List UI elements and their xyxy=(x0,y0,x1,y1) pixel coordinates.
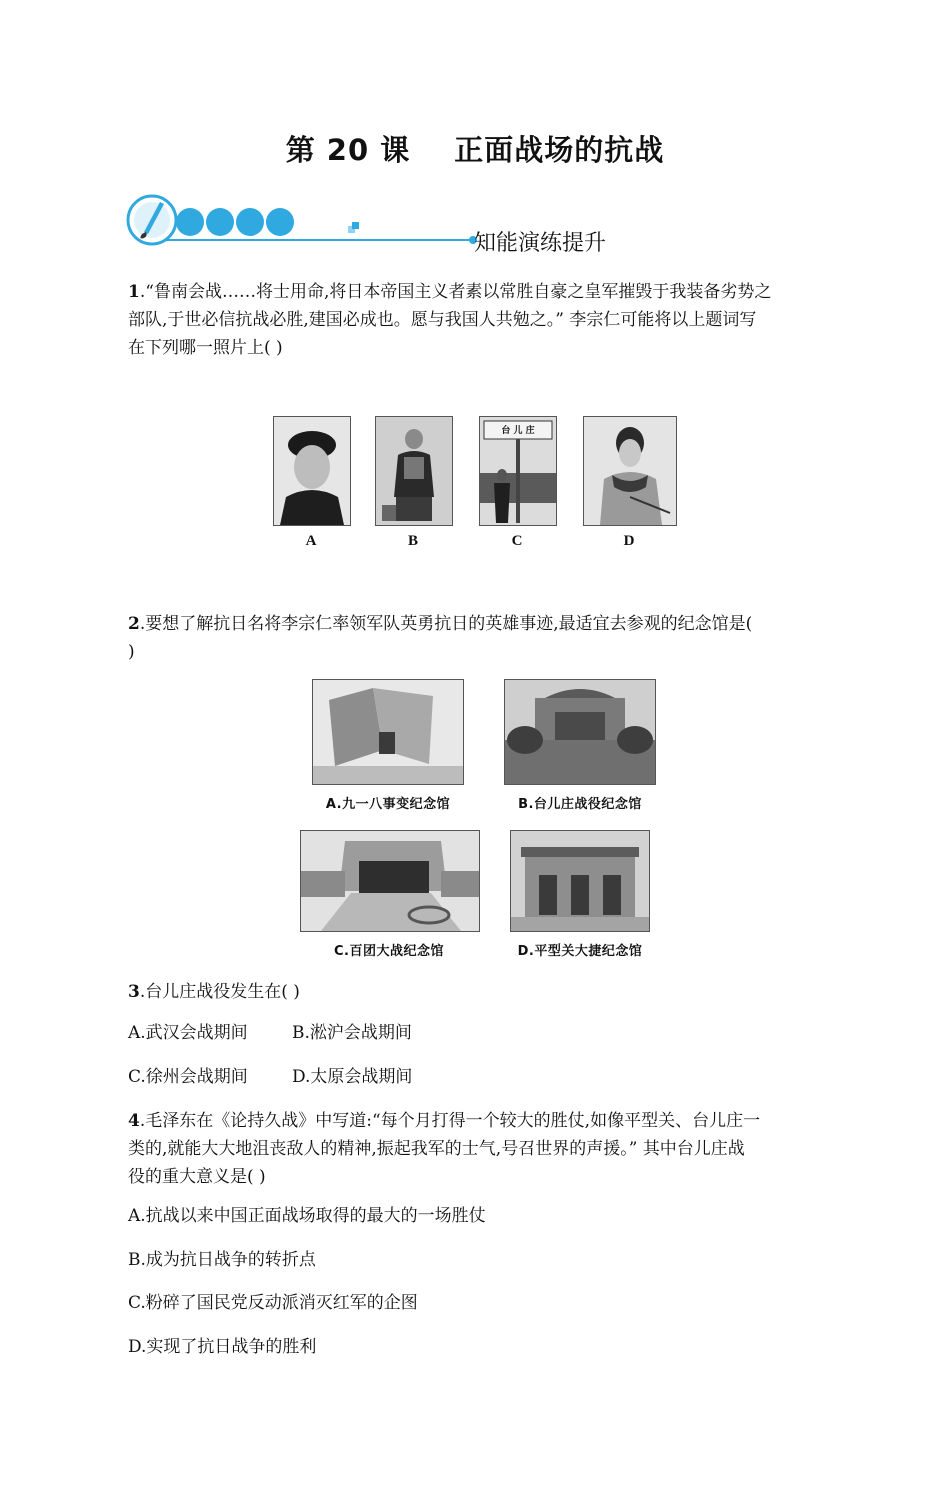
memorial-caption-d: D.平型关大捷纪念馆 xyxy=(517,944,643,959)
memorial-photo-d xyxy=(510,830,650,932)
lesson-number: 第 20 课 xyxy=(285,133,411,167)
portrait-photo-d xyxy=(583,416,677,526)
q3-option-d[interactable]: D.太原会战期间 xyxy=(292,1067,413,1087)
question-1-line-3: 在下列哪一照片上( ) xyxy=(128,338,283,358)
q3-option-a[interactable]: A.武汉会战期间 xyxy=(128,1023,248,1043)
question-2-line-1: 2.要想了解抗日名将李宗仁率领军队英勇抗日的英雄事迹,最适宜去参观的纪念馆是( xyxy=(128,614,753,634)
question-4-line-2: 类的,就能大大地沮丧敌人的精神,振起我军的士气,号召世界的声援。” 其中台儿庄战 xyxy=(128,1139,745,1159)
memorial-caption-c: C.百团大战纪念馆 xyxy=(334,944,444,959)
photo-label-b: B xyxy=(407,533,418,549)
q3-option-c[interactable]: C.徐州会战期间 xyxy=(128,1067,248,1087)
question-number: 3 xyxy=(128,982,140,1002)
question-3-stem: .台儿庄战役发生在( ) xyxy=(139,982,300,1002)
memorial-caption-a: A.九一八事变纪念馆 xyxy=(325,797,451,812)
q4-option-b[interactable]: B.成为抗日战争的转折点 xyxy=(128,1250,316,1270)
q4-option-c[interactable]: C.粉碎了国民党反动派消灭红军的企图 xyxy=(128,1293,418,1313)
question-number: 4 xyxy=(128,1111,140,1131)
memorial-photo-a xyxy=(312,679,464,785)
question-4 xyxy=(128,1107,828,1191)
q4-option-a[interactable]: A.抗战以来中国正面战场取得的最大的一场胜仗 xyxy=(128,1206,486,1226)
photo-label-d: D xyxy=(623,533,635,549)
question-3 xyxy=(128,978,828,1006)
section-banner xyxy=(124,188,644,258)
question-1-line-2: 部队,于世必信抗战必胜,建国必成也。愿与我国人共勉之。” 李宗仁可能将以上题词写 xyxy=(128,310,757,330)
question-1 xyxy=(128,278,828,362)
section-label: 知能演练提升 xyxy=(474,231,607,256)
memorial-photo-b xyxy=(504,679,656,785)
sign-photo-c xyxy=(479,416,557,526)
memorial-photo-c xyxy=(300,830,480,932)
question-1-line-1: 1.“鲁南会战……将士用命,将日本帝国主义者素以常胜自豪之皇军摧毁于我装备劣势之 xyxy=(128,282,772,302)
page-title xyxy=(0,128,950,169)
sign-text: 台 儿 庄 xyxy=(501,426,535,436)
photo-label-c: C xyxy=(511,533,523,549)
question-number: 1 xyxy=(128,282,140,302)
memorial-caption-b: B.台儿庄战役纪念馆 xyxy=(518,797,642,812)
lesson-topic: 正面战场的抗战 xyxy=(454,133,665,167)
portrait-photo-a xyxy=(273,416,351,526)
portrait-photo-b xyxy=(375,416,453,526)
question-number: 2 xyxy=(128,614,140,634)
banner-decoration-icon xyxy=(124,188,484,250)
q4-option-d[interactable]: D.实现了抗日战争的胜利 xyxy=(128,1337,317,1357)
q3-option-b[interactable]: B.淞沪会战期间 xyxy=(292,1023,412,1043)
question-4-line-1: 4.毛泽东在《论持久战》中写道:“每个月打得一个较大的胜仗,如像平型关、台儿庄一 xyxy=(128,1111,761,1131)
question-2-line-2: ) xyxy=(128,642,135,662)
photo-label-a: A xyxy=(305,533,317,549)
question-4-line-3: 役的重大意义是( ) xyxy=(128,1167,266,1187)
question-2 xyxy=(128,610,828,666)
